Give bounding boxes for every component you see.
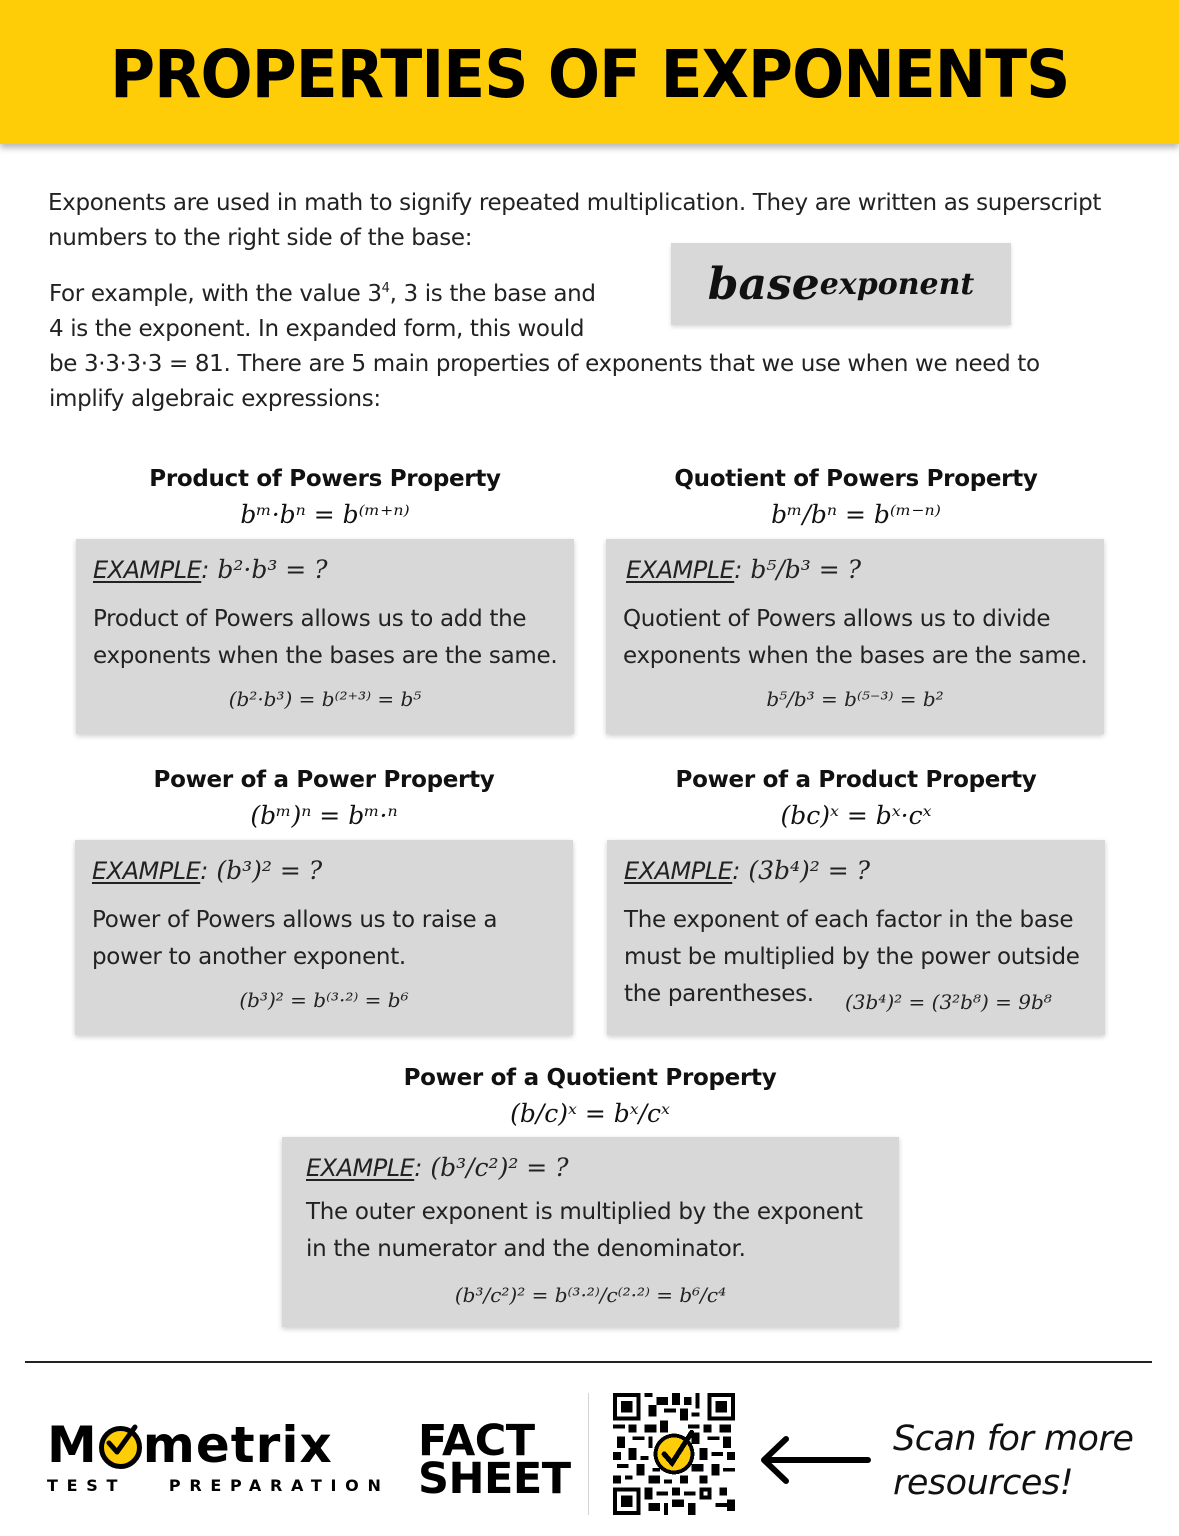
description-line: The outer exponent is multiplied by the exponent	[306, 1199, 863, 1225]
notation-box	[671, 243, 1011, 325]
example-expression: (3b⁴)² = ?	[748, 856, 871, 885]
example-label: EXAMPLE	[92, 857, 201, 885]
description-line: must be multiplied by the power outside	[624, 944, 1080, 970]
description-line: Power of Powers allows us to raise a	[92, 907, 498, 933]
colon: :	[200, 857, 209, 885]
description-line: Product of Powers allows us to add the	[93, 606, 527, 632]
scan-callout	[893, 1417, 1133, 1505]
property-title: Power of a Power Property	[153, 767, 495, 793]
description-line: power to another exponent.	[92, 944, 406, 970]
property-title: Power of a Product Property	[675, 767, 1037, 793]
example-card	[606, 539, 1104, 734]
description-line: the parentheses.	[624, 981, 814, 1007]
example-expression: (b³/c²)² = ?	[430, 1153, 569, 1182]
example-expression: (b³)² = ?	[216, 856, 323, 885]
example-description	[93, 601, 557, 675]
description-line: Quotient of Powers allows us to divide	[623, 606, 1051, 632]
example-description	[623, 601, 1087, 675]
title-banner	[0, 0, 1179, 144]
page-title: PROPERTIES OF EXPONENTS	[109, 35, 1070, 113]
logo-text: M	[47, 1416, 98, 1474]
property-formula: bᵐ/bⁿ = b⁽ᵐ⁻ⁿ⁾	[771, 500, 941, 529]
property-formula: (bᵐ)ⁿ = bᵐ·ⁿ	[250, 801, 398, 830]
mometrix-logo	[47, 1416, 390, 1495]
example-line	[306, 1153, 569, 1182]
example-expression: b²·b³ = ?	[217, 555, 328, 584]
example-line	[92, 856, 322, 885]
intro-line-2: 4 is the exponent. In expanded form, this would	[49, 316, 585, 342]
description-line: exponents when the bases are the same.	[623, 643, 1088, 669]
example-label: EXAMPLE	[626, 556, 735, 584]
logo-text: metrix	[142, 1416, 333, 1474]
property-formula: (bc)ˣ = bˣ·cˣ	[780, 801, 932, 830]
example-result: (b³)² = b⁽³·²⁾ = b⁶	[239, 988, 409, 1012]
example-line	[93, 555, 328, 584]
example-card	[607, 840, 1105, 1035]
intro-text: , 3 is the base and	[389, 281, 596, 307]
scan-line: resources!	[893, 1463, 1074, 1503]
logo-wordmark	[47, 1416, 390, 1474]
checkmark-icon	[101, 1423, 141, 1463]
example-label: EXAMPLE	[93, 556, 202, 584]
property-title: Power of a Quotient Property	[403, 1065, 777, 1091]
example-expression: b⁵/b³ = ?	[750, 555, 862, 584]
example-result: (3b⁴)² = (3²b⁸) = 9b⁸	[845, 990, 1052, 1014]
intro-line-3: be 3·3·3·3 = 81. There are 5 main properties of exponents that we use when we need to	[49, 351, 1040, 377]
notation-exponent: exponent	[819, 266, 975, 302]
colon: :	[201, 556, 210, 584]
intro-text: For example, with the value 3	[49, 281, 382, 307]
intro-line-4: implify algebraic expressions:	[49, 386, 381, 412]
property-formula: (b/c)ˣ = bˣ/cˣ	[510, 1099, 670, 1128]
example-card	[75, 840, 573, 1035]
intro-superscript: 4	[381, 281, 390, 296]
example-description	[306, 1194, 863, 1268]
fact-line: FACT	[418, 1416, 535, 1466]
footer-separator	[588, 1393, 589, 1515]
description-line: in the numerator and the denominator.	[306, 1236, 746, 1262]
example-card	[76, 539, 574, 734]
description-line: exponents when the bases are the same.	[93, 643, 558, 669]
colon: :	[734, 556, 743, 584]
intro-paragraph: Exponents are used in math to signify repeated multiplication. They are written as superscript numbers to the right side of the base:	[48, 190, 1102, 251]
example-line	[626, 555, 861, 584]
qr-code-icon[interactable]	[612, 1393, 736, 1515]
scan-line: Scan for more	[893, 1419, 1134, 1459]
fact-sheet-label	[418, 1416, 571, 1504]
arrow-left-icon	[758, 1435, 872, 1485]
example-card	[282, 1137, 899, 1327]
example-result: (b²·b³) = b⁽²⁺³⁾ = b⁵	[228, 687, 422, 711]
sheet-line: SHEET	[418, 1454, 571, 1504]
example-result: b⁵/b³ = b⁽⁵⁻³⁾ = b²	[766, 687, 944, 711]
example-label: EXAMPLE	[624, 857, 733, 885]
colon: :	[732, 857, 741, 885]
property-title: Product of Powers Property	[149, 466, 501, 492]
property-formula: bᵐ·bⁿ = b⁽ᵐ⁺ⁿ⁾	[240, 500, 410, 529]
notation-base: base	[707, 258, 820, 310]
colon: :	[414, 1154, 423, 1182]
example-result: (b³/c²)² = b⁽³·²⁾/c⁽²·²⁾ = b⁶/c⁴	[454, 1283, 727, 1307]
footer-divider	[25, 1361, 1152, 1363]
example-label: EXAMPLE	[306, 1154, 415, 1182]
property-title: Quotient of Powers Property	[674, 466, 1038, 492]
checkmark-circle-icon	[99, 1426, 142, 1469]
example-line	[624, 856, 870, 885]
example-description	[92, 902, 497, 976]
description-line: The exponent of each factor in the base	[624, 907, 1074, 933]
logo-subtitle: TEST PREPARATION	[47, 1476, 390, 1495]
